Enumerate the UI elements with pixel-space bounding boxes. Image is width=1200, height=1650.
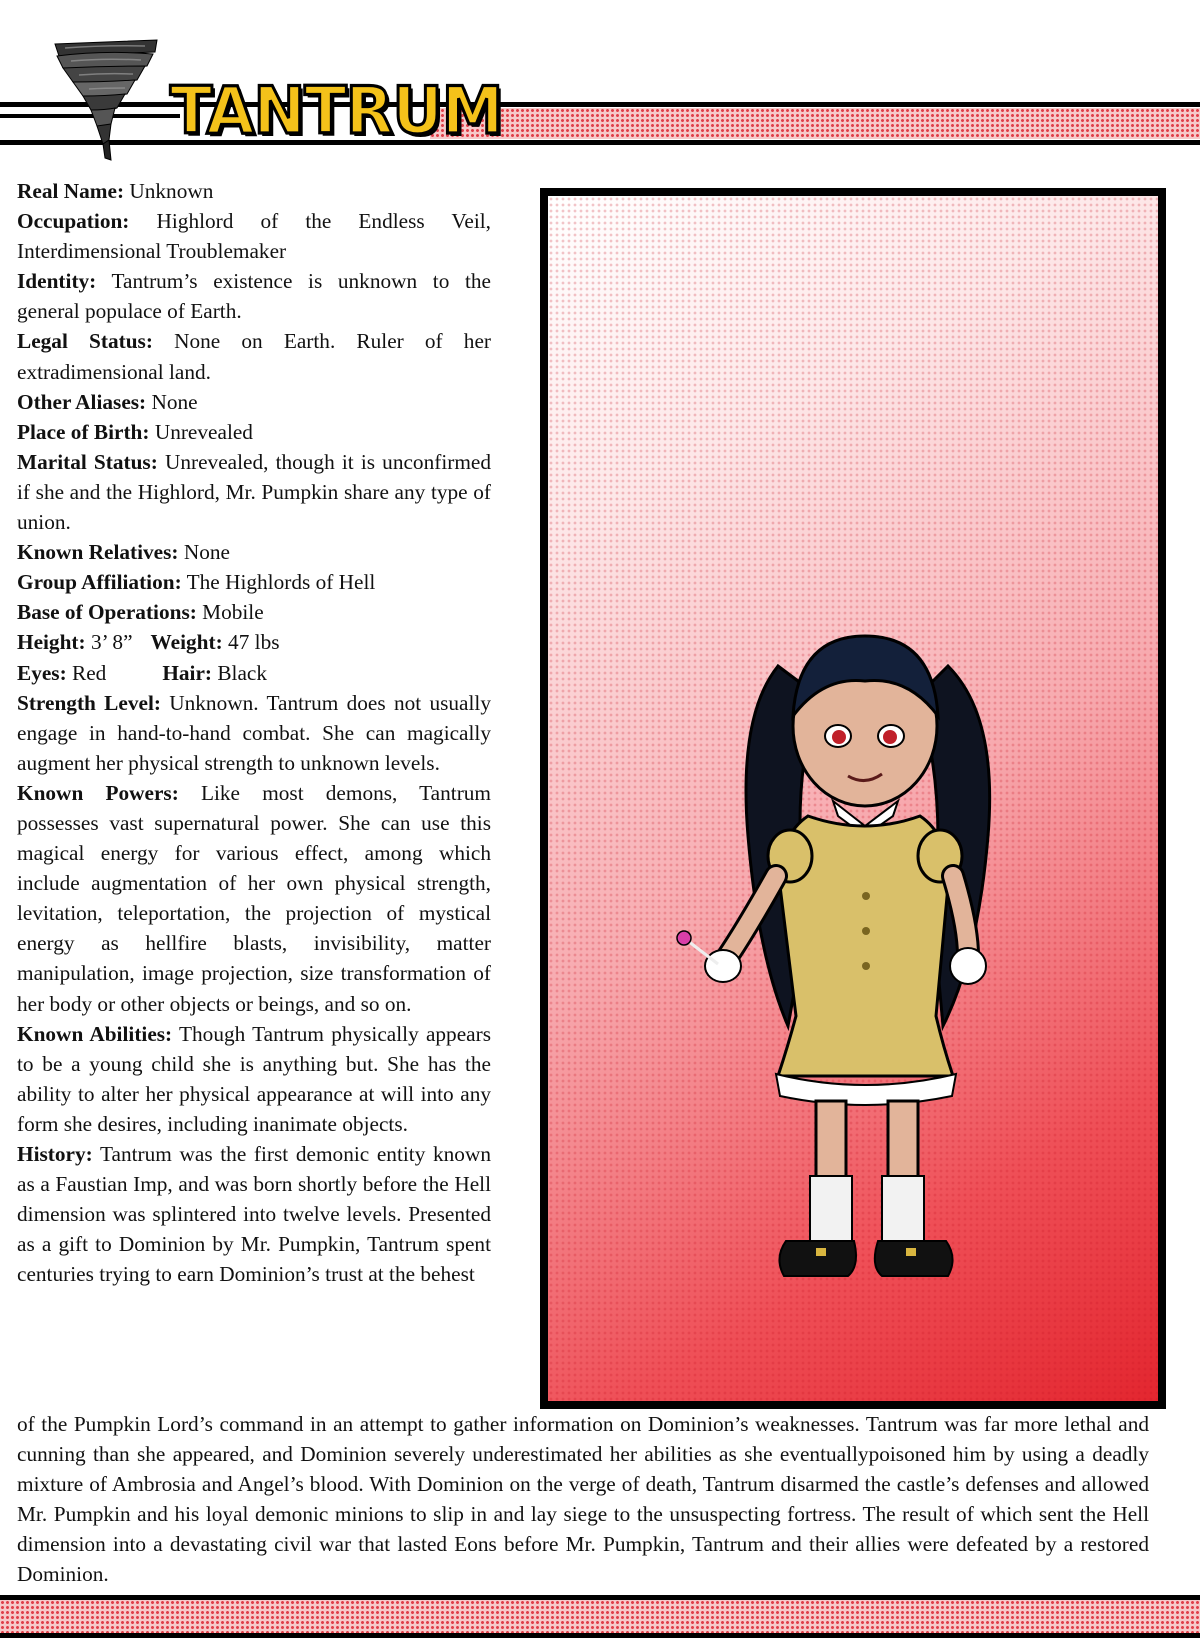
field-identity: Identity: Tantrum’s existence is unknown to the general populace of Earth. (17, 269, 491, 324)
footer-rule-bottom (0, 1633, 1200, 1638)
field-marital-status: Marital Status: Unrevealed, though it is unconfirmed if she and the Highlord, Mr. Pumpkin share any type of union. (17, 449, 491, 535)
page-title: TANTRUM (170, 72, 503, 149)
field-history: History: Tantrum was the first demonic entity known as a Faustian Imp, and was born shortly before the Hell dimension was splintered into twelve levels. Presented as a gift to Dominion by Mr. Pumpkin, Tantrum spent centuries trying to earn Dominion’s trust at the behest (17, 1142, 491, 1287)
lollipop-icon (677, 931, 691, 945)
header-halftone-band (430, 108, 1200, 139)
field-eyes-hair: Eyes: Red Hair: Black (17, 660, 268, 685)
profile-text-column (17, 176, 491, 1289)
history-continuation: of the Pumpkin Lord’s command in an attempt to gather information on Dominion’s weaknesses. Tantrum was far more lethal and cunning than she appeared, and Dominion severely underestimated her abilities as she eventuallypoisoned him by using a deadly mixture of Ambrosia and Angel’s blood. With Dominion on the verge of death, Tantrum disarmed the castle’s defenses and allowed Mr. Pumpkin and his loyal demonic minions to slip in and lay siege to the unsuspecting fortress. The result of which sent the Hell dimension into a devastating civil war that lasted Eons before Mr. Pumpkin, Tantrum and their allies were defeated by a restored Dominion. (17, 1412, 1149, 1587)
field-known-powers: Known Powers: Like most demons, Tantrum possesses vast supernatural power. She can use this magical energy for various effect, among which include augmentation of her own physical strength, levitation, teleportation, the projection of mystical energy as hellfire blasts, invisibility, matter manipulation, image projection, size transformation of her body or other objects or beings, and so on. (17, 780, 491, 1016)
field-real-name: Real Name: Unknown (17, 179, 214, 203)
field-place-of-birth: Place of Birth: Unrevealed (17, 419, 253, 444)
tornado-icon (45, 36, 165, 162)
field-legal-status: Legal Status: None on Earth. Ruler of her extradimensional land. (17, 329, 491, 384)
character-illustration (548, 196, 1158, 1401)
field-strength-level: Strength Level: Unknown. Tantrum does not usually engage in hand-to-hand combat. She can magically augment her physical strength to unknown levels. (17, 690, 491, 775)
field-base-of-operations: Base of Operations: Mobile (17, 600, 264, 625)
field-other-aliases: Other Aliases: None (17, 389, 198, 414)
field-group-affiliation: Group Affiliation: The Highlords of Hell (17, 570, 376, 595)
field-known-relatives: Known Relatives: None (17, 540, 230, 565)
field-known-abilities: Known Abilities: Though Tantrum physically appears to be a young child she is anything but. She has the ability to alter her physical appearance at will into any form she desires, including inanimate objects. (17, 1021, 491, 1136)
field-height-weight: Height: 3’ 8” Weight: 47 lbs (17, 630, 280, 655)
illustration-panel (540, 188, 1166, 1409)
footer-halftone-band (0, 1600, 1200, 1633)
field-occupation: Occupation: Highlord of the Endless Veil, Interdimensional Troublemaker (17, 209, 492, 264)
